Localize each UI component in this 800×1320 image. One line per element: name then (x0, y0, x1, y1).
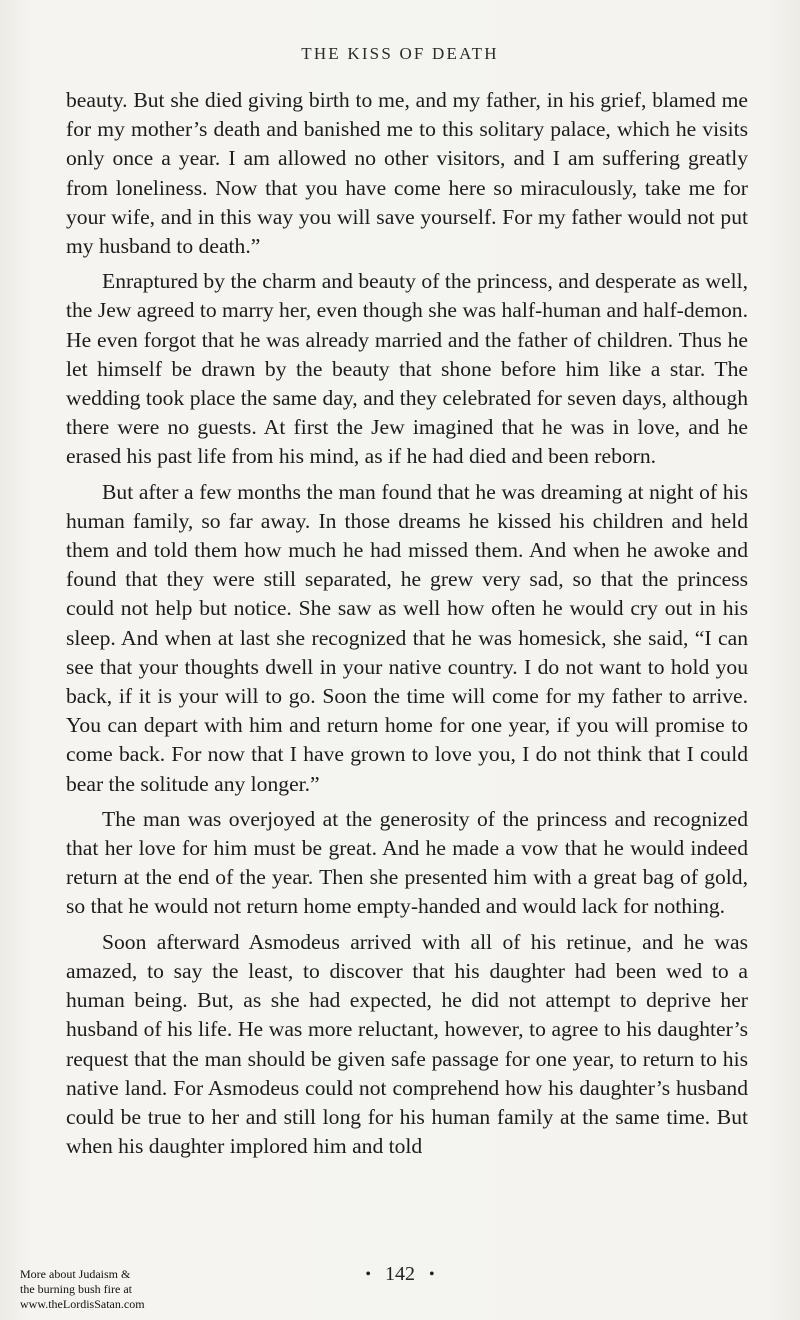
bullet-left: • (365, 1266, 371, 1284)
paragraph: The man was overjoyed at the generosity of the princess and recognized that her love for him must be great. And he made a vow that he would indeed return at the end of the year. Then she presented him with a great bag of gold, so that he would not return home empty-handed and would lack for nothing. (66, 806, 748, 919)
paragraph: beauty. But she died giving birth to me, and my father, in his grief, blamed me for my mother’s death and banished me to this solitary palace, which he visits only once a year. I am allowed no other visitors, and I am suffering greatly from loneliness. Now that you have come here so miraculously, take me for your wife, and in this way you will save yourself. For my father would not put my husband to death.” (66, 88, 748, 259)
footer-note-line: More about Judaism & (20, 1267, 131, 1281)
page-number: 142 (385, 1263, 415, 1285)
paragraph: But after a few months the man found that he was dreaming at night of his human family, so far away. In those dreams he kissed his children and held them and told them how much he had missed them. And when he awoke and found that they were still separated, he grew very sad, so that the princess could not help but notice. She saw as well how often he would cry out in his sleep. And when at last she recognized that he was homesick, she said, “I can see that your thoughts dwell in your native country. I do not want to hold you back, if it is your will to go. Soon the time will come for my father to arrive. You can depart with him and return home for one year, if you will promise to come back. For now that I have grown to love you, I do not think that I could bear the solitude any longer.” (66, 479, 748, 796)
footer-note-line: the burning bush fire at (20, 1282, 132, 1296)
running-title: THE KISS OF DEATH (301, 44, 499, 63)
body-text (66, 86, 748, 1167)
paragraph: Enraptured by the charm and beauty of the princess, and desperate as well, the Jew agreed to marry her, even though she was half-human and half-demon. He even forgot that he was already married and the father of children. Thus he let himself be drawn by the beauty that shone before him like a star. The wedding took place the same day, and they celebrated for seven days, although there were no guests. At first the Jew imagined that he was in love, and he erased his past life from his mind, as if he had died and been reborn. (66, 269, 748, 469)
footer-note (20, 1267, 220, 1312)
footer-note-link[interactable]: www.theLordisSatan.com (20, 1297, 145, 1311)
bullet-right: • (429, 1266, 435, 1284)
paragraph: Soon afterward Asmodeus arrived with all of his retinue, and he was amazed, to say the least, to discover that his daughter had been wed to a human being. But, as she had expected, he did not attempt to deprive her husband of his life. He was more reluctant, however, to agree to his daughter’s request that the man should be given safe passage for one year, to return to his native land. For Asmodeus could not comprehend how his daughter’s husband could be true to her and still long for his human family at the same time. But when his daughter implored him and told (66, 929, 748, 1159)
